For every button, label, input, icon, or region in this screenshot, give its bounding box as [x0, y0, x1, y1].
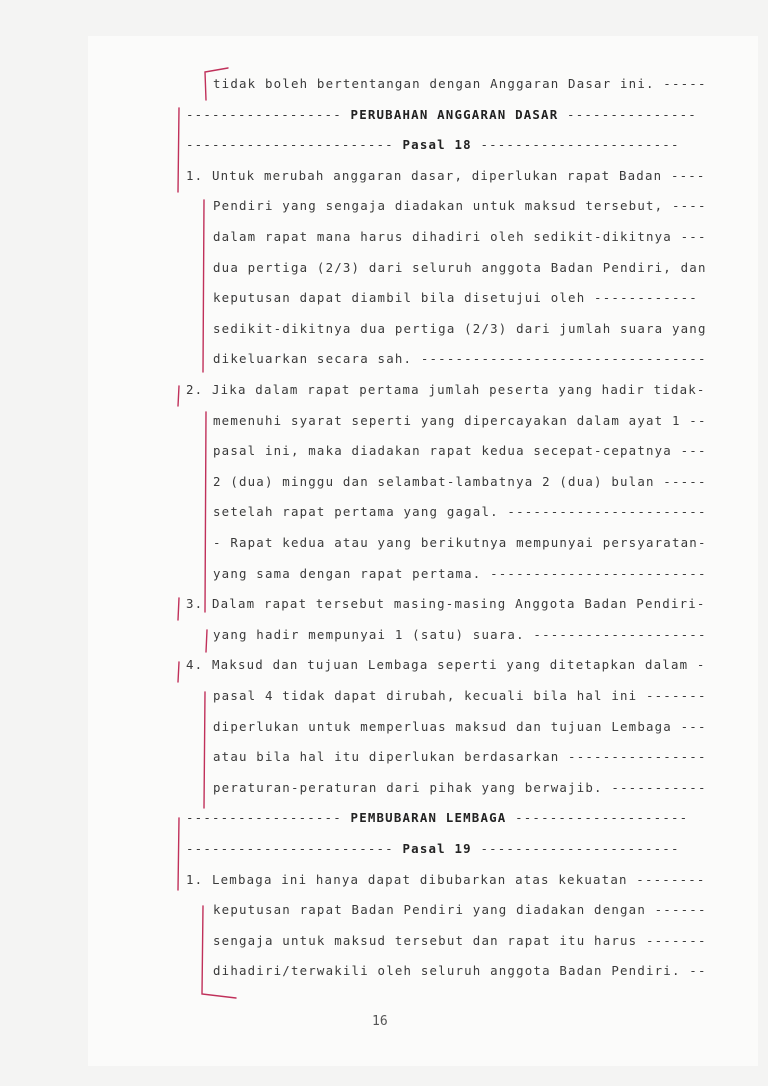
heading-rule: -------------------- [506, 810, 689, 826]
body-text-line: memenuhi syarat seperti yang dipercayakan dalam ayat 1 -- [213, 412, 707, 428]
body-text-line: dua pertiga (2/3) dari seluruh anggota Badan Pendiri, dan [213, 259, 707, 275]
ink-bracket [204, 692, 205, 808]
heading-rule: --------------- [558, 106, 697, 122]
body-text-line: sedikit-dikitnya dua pertiga (2/3) dari jumlah suara yang [213, 320, 707, 336]
section-heading-title: Pasal 19 [402, 841, 472, 856]
ink-bracket [203, 200, 204, 372]
heading-rule: ----------------------- [471, 841, 680, 856]
section-heading-title: PERUBAHAN ANGGARAN DASAR [350, 106, 559, 122]
heading-rule: ------------------ [186, 810, 351, 826]
heading-rule: ------------------------ [186, 841, 403, 856]
body-text-line: diperlukan untuk memperluas maksud dan tujuan Lembaga --- [213, 718, 707, 734]
heading-rule: ------------------ [186, 106, 351, 122]
heading-rule: ------------------------ [186, 137, 403, 153]
body-text-line: Pendiri yang sengaja diadakan untuk maksud tersebut, ---- [213, 198, 707, 214]
body-text-line: dikeluarkan secara sah. --------------------------------- [213, 351, 707, 367]
body-text-line: dihadiri/terwakili oleh seluruh anggota Badan Pendiri. -- [213, 963, 707, 979]
body-text-line: atau bila hal itu diperlukan berdasarkan ---------------- [213, 749, 707, 765]
heading-rule: ----------------------- [471, 137, 680, 153]
section-heading-title: Pasal 18 [402, 137, 472, 153]
body-text-line: keputusan dapat diambil bila disetujui oleh ------------ [213, 290, 698, 306]
body-text-line: - Rapat kedua atau yang berikutnya mempunyai persyaratan- [213, 535, 707, 550]
ink-bracket-bottom [202, 906, 236, 998]
body-text-line: dalam rapat mana harus dihadiri oleh sedikit-dikitnya --- [213, 229, 707, 244]
body-text-line: yang hadir mempunyai 1 (satu) suara. -------------------- [213, 626, 707, 642]
ink-bracket [178, 598, 179, 620]
ink-bracket [178, 818, 179, 890]
body-text-line: 2 (dua) minggu dan selambat-lambatnya 2 (dua) bulan ----- [213, 473, 707, 489]
body-text-line: setelah rapat pertama yang gagal. ----------------------- [213, 504, 707, 520]
page-number: 16 [372, 1014, 388, 1029]
body-text-line: keputusan rapat Badan Pendiri yang diadakan dengan ------ [213, 902, 707, 918]
numbered-item-line: 2. Jika dalam rapat pertama jumlah peserta yang hadir tidak- [186, 382, 706, 397]
body-text-line: pasal 4 tidak dapat dirubah, kecuali bila hal ini ------- [213, 688, 707, 703]
section-heading-title: PEMBUBARAN LEMBAGA [350, 810, 507, 826]
numbered-item-line: 3. Dalam rapat tersebut masing-masing Anggota Badan Pendiri- [186, 596, 706, 612]
ink-bracket [206, 630, 207, 652]
numbered-item-line: 1. Lembaga ini hanya dapat dibubarkan atas kekuatan -------- [186, 871, 706, 887]
ink-bracket [178, 662, 179, 682]
numbered-item-line: 4. Maksud dan tujuan Lembaga seperti yang ditetapkan dalam - [186, 657, 706, 673]
ink-bracket [178, 108, 179, 192]
ink-bracket [205, 412, 206, 612]
ink-bracket [178, 386, 179, 406]
ink-bracket-top [205, 68, 228, 100]
body-text-line: peraturan-peraturan dari pihak yang berwajib. ----------- [213, 779, 707, 795]
body-text-line: yang sama dengan rapat pertama. ------------------------- [213, 565, 707, 581]
body-text-line: sengaja untuk maksud tersebut dan rapat itu harus ------- [213, 932, 707, 948]
numbered-item-line: 1. Untuk merubah anggaran dasar, diperlukan rapat Badan ---- [186, 167, 706, 183]
body-text-line: tidak boleh bertentangan dengan Anggaran Dasar ini. ----- [213, 76, 707, 91]
body-text-line: pasal ini, maka diadakan rapat kedua secepat-cepatnya --- [213, 443, 707, 459]
